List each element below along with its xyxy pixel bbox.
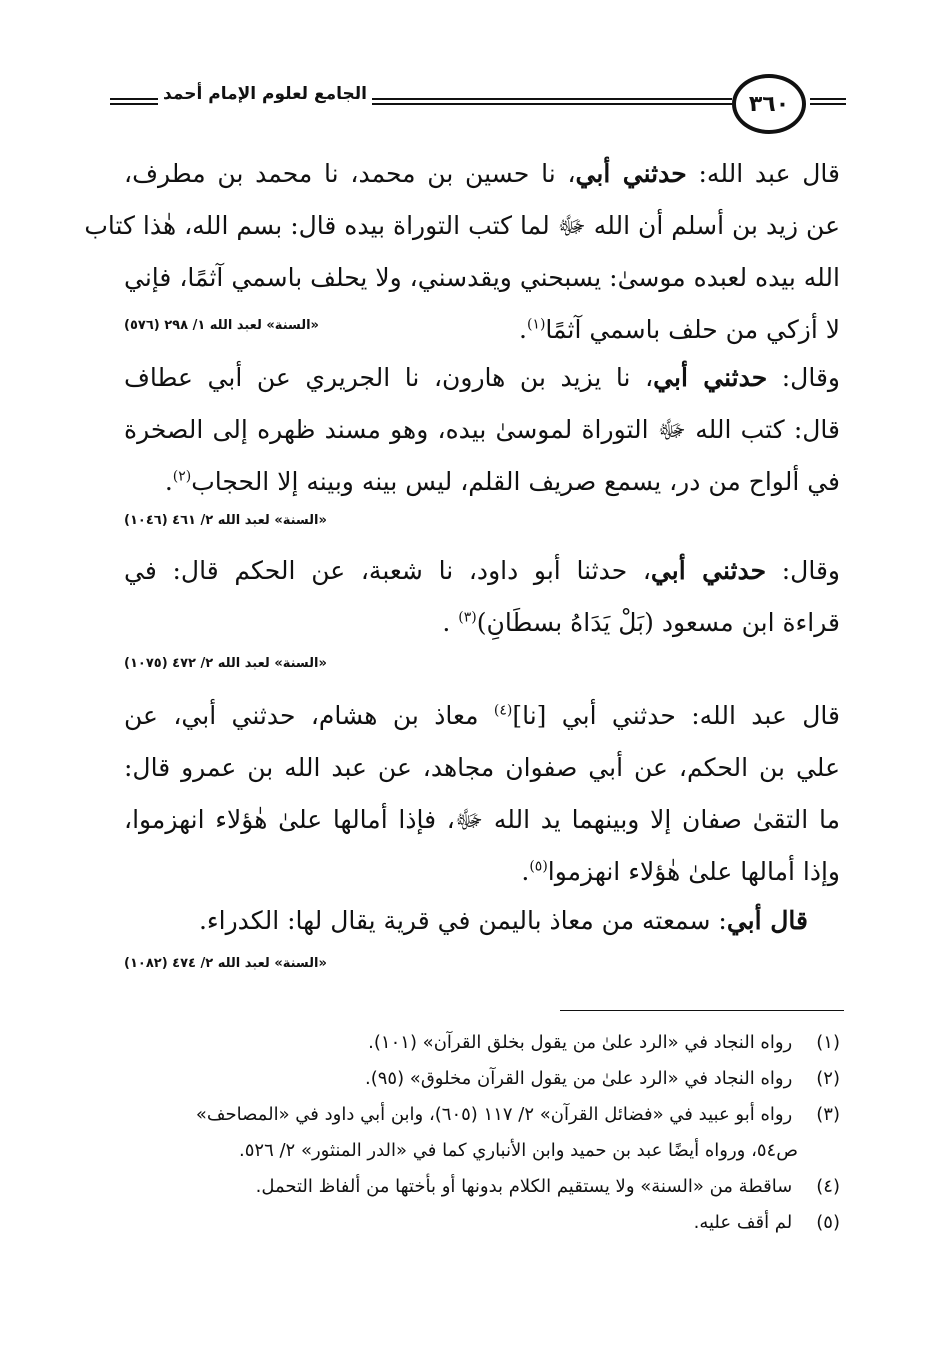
footnote-text: رواه أبو عبيد في «فضائل القرآن» ٢/ ١١٧ (٦٠٥)، وابن أبي داود في «المصاحف»	[195, 1104, 793, 1125]
header-rule-left	[110, 98, 158, 105]
text-segment: وقال:	[766, 556, 840, 585]
text-line: ما التقىٰ صفان إلا وبينهما يد الله ﷻ، فإذا أمالها علىٰ هٰؤلاء انهزموا،	[124, 805, 840, 834]
header-rule-middle	[372, 98, 732, 105]
footnote-text: ساقطة من «السنة» ولا يستقيم الكلام بدونها أو بأختها من ألفاظ التحمل.	[255, 1176, 793, 1197]
bold-phrase: حدثني أبي	[650, 556, 767, 585]
footnote-ref: (٣)	[458, 609, 477, 626]
period: .	[164, 467, 173, 496]
text-line	[124, 148, 840, 200]
paragraph-2	[124, 352, 840, 508]
footnote-3	[124, 1097, 840, 1133]
text-segment: ، نا حسين بن محمد، نا محمد بن مطرف،	[124, 159, 576, 188]
period: .	[521, 857, 530, 886]
text-segment: : سمعته من معاذ باليمن في قرية يقال لها: الكدراء.	[198, 906, 727, 935]
text-line	[124, 456, 840, 508]
footnote-4	[124, 1169, 840, 1205]
text-line	[124, 352, 840, 404]
text-line	[124, 690, 840, 742]
period: .	[519, 315, 527, 344]
text-segment: قال عبد الله: حدثني أبي [نا]	[512, 701, 840, 730]
footnote-number: (٢)	[816, 1068, 840, 1089]
text-segment: قراءة ابن مسعود (بَلْ يَدَاهُ بسطَانِ)	[476, 608, 840, 637]
text-line	[124, 846, 840, 898]
footnote-number: (٤)	[816, 1176, 840, 1197]
bold-phrase: حدثني أبي	[653, 363, 768, 392]
footnote-ref: (٥)	[529, 858, 548, 875]
text-segment: معاذ بن هشام، حدثني أبي، عن	[124, 701, 479, 730]
paragraph-5	[124, 895, 840, 947]
footnote-ref: (٤)	[493, 702, 513, 719]
footnote-ref: (٢)	[172, 468, 192, 485]
footnote-text: رواه النجاد في «الرد علىٰ من يقول القرآن مخلوق» (٩٥).	[364, 1068, 793, 1089]
footnote-number: (١)	[816, 1032, 840, 1053]
text-line: علي بن الحكم، عن أبي صفوان مجاهد، عن عبد الله بن عمرو قال:	[124, 753, 840, 782]
paragraph-4	[124, 690, 840, 898]
text-line: الله بيده لعبده موسىٰ: يسبحني ويقدسني، ولا يحلف باسمي آثمًا، فإني	[124, 263, 840, 292]
page-header	[110, 76, 846, 144]
text-segment: قال عبد الله:	[686, 159, 840, 188]
citation: «السنة» لعبد الله ١/ ٢٩٨ (٥٧٦)	[124, 318, 319, 333]
footnote-number: (٥)	[816, 1212, 840, 1233]
footnote-number: (٣)	[816, 1104, 840, 1125]
footnote-1	[124, 1025, 840, 1061]
text-line: عن زيد بن أسلم أن الله ﷻ لما كتب التوراة بيده قال: بسم الله، هٰذا كتاب	[84, 211, 840, 240]
text-line: قال: كتب الله ﷻ التوراة لموسىٰ بيده، وهو مسند ظهره إلى الصخرة	[124, 415, 840, 444]
citation: «السنة» لعبد الله ٢/ ٤٧٢ (١٠٧٥)	[124, 656, 327, 671]
page-number: ٣٦٠	[732, 74, 806, 134]
footnote-text: لم أقف عليه.	[693, 1212, 793, 1233]
footnote-separator	[560, 1010, 844, 1011]
footnote-text: رواه النجاد في «الرد علىٰ من يقول بخلق القرآن» (١٠١).	[368, 1032, 793, 1053]
bold-lead: قال أبي	[726, 906, 808, 935]
footnote-3-continuation: ص٥٤، ورواه أيضًا عبد بن حميد وابن الأنباري كما في «الدر المنثور» ٢/ ٥٢٦.	[239, 1140, 798, 1161]
text-line	[124, 895, 840, 947]
footnote-2	[124, 1061, 840, 1097]
footnote-ref: (١)	[526, 316, 546, 333]
citation: «السنة» لعبد الله ٢/ ٤٦١ (١٠٤٦)	[124, 513, 327, 528]
footnote-5	[124, 1205, 840, 1241]
text-segment: لا أزكي من حلف باسمي آثمًا	[545, 315, 840, 344]
text-segment: ، نا يزيد بن هارون، نا الجريري عن أبي عطاف	[124, 363, 654, 392]
period: .	[442, 608, 459, 637]
bold-phrase: حدثني أبي	[575, 159, 687, 188]
running-title: الجامع لعلوم الإمام أحمد	[163, 84, 367, 104]
citation: «السنة» لعبد الله ٢/ ٤٧٤ (١٠٨٢)	[124, 956, 327, 971]
text-segment: وقال:	[767, 363, 840, 392]
text-segment: وإذا أمالها علىٰ هٰؤلاء انهزموا	[547, 857, 840, 886]
text-line	[124, 545, 840, 597]
text-segment: ، حدثنا أبو داود، نا شعبة، عن الحكم قال: في	[124, 556, 651, 585]
text-line	[124, 597, 840, 649]
header-rule-right	[810, 98, 846, 105]
text-segment: في ألواح من در، يسمع صريف القلم، ليس بينه وبينه إلا الحجاب	[191, 467, 840, 496]
footnotes	[124, 1025, 840, 1241]
paragraph-3	[124, 545, 840, 649]
